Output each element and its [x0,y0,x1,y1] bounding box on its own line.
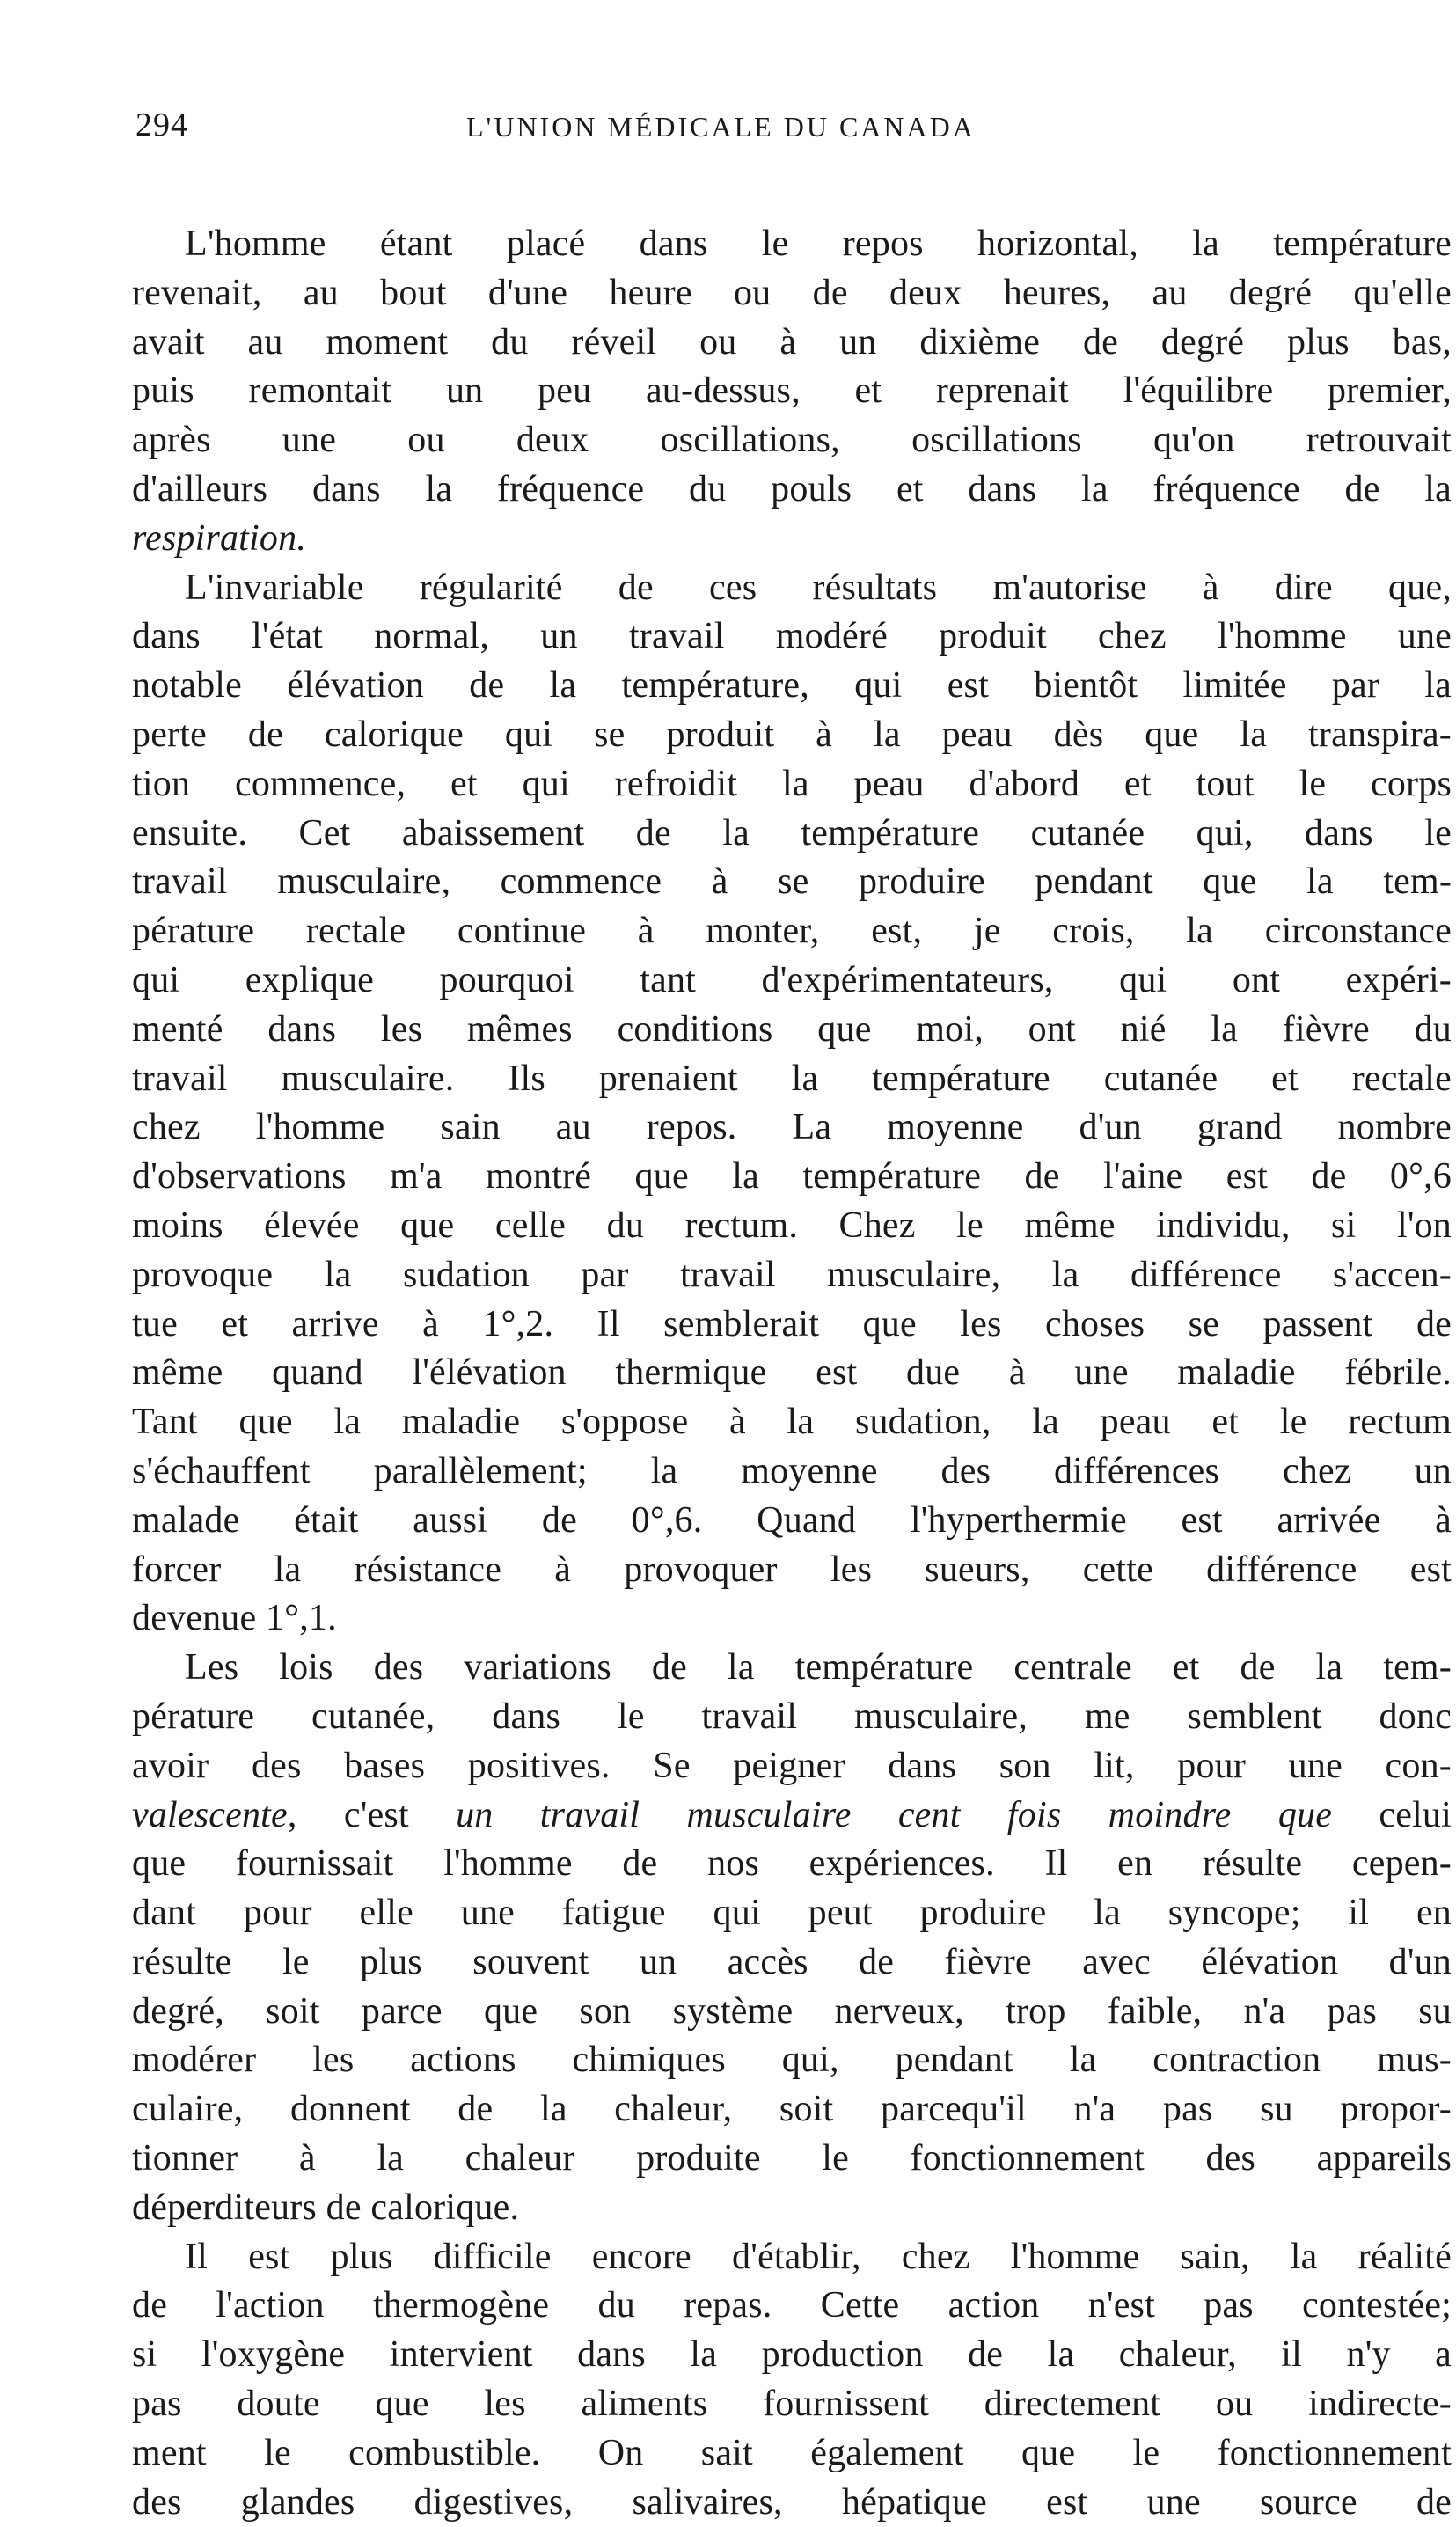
text-line: qui explique pourquoi tant d'expérimentateurs, qui ont expéri- [132,959,1452,1000]
body-text [132,220,1452,2527]
text-line: modérer les actions chimiques qui, pendant la contraction mus- [132,2040,1452,2081]
text-line: des glandes digestives, salivaires, hépatique est une source de [132,2481,1452,2523]
text-line: résulte le plus souvent un accès de fièvre avec élévation d'un [132,1941,1452,1982]
text-line: provoque la sudation par travail musculaire, la différence s'accen- [132,1254,1452,1295]
page-number: 294 [135,106,188,143]
text-line: d'ailleurs dans la fréquence du pouls et dans la fréquence de la [132,468,1452,509]
text-line: devenue 1°,1. [132,1598,337,1639]
text-line: dant pour elle une fatigue qui peut produire la syncope; il en [132,1893,1452,1934]
italic-text: un travail musculaire cent fois moindre que [456,1794,1333,1835]
text-line: malade était aussi de 0°,6. Quand l'hyperthermie est arrivée à [132,1499,1452,1541]
text-line: forcer la résistance à provoquer les sueurs, cette différence est [132,1549,1452,1590]
text-line: ensuite. Cet abaissement de la température cutanée qui, dans le [132,812,1452,853]
document-page [132,106,1452,2527]
text-line: tion commence, et qui refroidit la peau d'abord et tout le corps [132,763,1452,804]
text-line: degré, soit parce que son système nerveux, trop faible, n'a pas su [132,1990,1452,2032]
text-line: perte de calorique qui se produit à la peau dès que la transpira- [132,714,1452,755]
text-line: tue et arrive à 1°,2. Il semblerait que les choses se passent de [132,1303,1452,1344]
paragraph [132,220,1452,564]
journal-title: L'UNION MÉDICALE DU CANADA [466,111,976,143]
text-segment: , c'est [287,1794,457,1835]
text-line: menté dans les mêmes conditions que moi, ont nié la fièvre du [132,1008,1452,1050]
text-line: pas doute que les aliments fournissent directement ou indirecte- [132,2384,1452,2425]
text-line: Tant que la maladie s'oppose à la sudation, la peau et le rectum [132,1402,1452,1443]
text-line: chez l'homme sain au repos. La moyenne d'un grand nombre [132,1107,1452,1148]
text-line: travail musculaire, commence à se produire pendant que la tem- [132,861,1452,903]
text-line: culaire, donnent de la chaleur, soit parcequ'il n'a pas su propor- [132,2089,1452,2130]
text-line: de l'action thermogène du repas. Cette action n'est pas contestée; [132,2285,1452,2326]
text-line: avait au moment du réveil ou à un dixième de degré plus bas, [132,321,1452,363]
text-line: si l'oxygène intervient dans la production de la chaleur, il n'y a [132,2334,1452,2376]
text-line: s'échauffent parallèlement; la moyenne des différences chez un [132,1450,1452,1491]
text-line: que fournissait l'homme de nos expériences. Il en résulte cepen- [132,1843,1452,1885]
text-line: dans l'état normal, un travail modéré produit chez l'homme une [132,616,1452,657]
running-head [132,106,1452,158]
text-line: puis remontait un peu au-dessus, et reprenait l'équilibre premier, [132,370,1452,412]
italic-text: valescente [132,1794,288,1835]
text-line: L'invariable régularité de ces résultats m'autorise à dire que, [185,567,1452,608]
text-line: L'homme étant placé dans le repos horizontal, la température [185,223,1452,264]
text-line: notable élévation de la température, qui est bientôt limitée par la [132,665,1452,707]
text-line: revenait, au bout d'une heure ou de deux heures, au degré qu'elle [132,272,1452,313]
text-line: même quand l'élévation thermique est due à une maladie fébrile. [132,1352,1452,1394]
text-segment: celui [1332,1794,1452,1835]
paragraph [132,2233,1452,2527]
text-line: moins élevée que celle du rectum. Chez le même individu, si l'on [132,1205,1452,1246]
text-line: pérature cutanée, dans le travail musculaire, me semblent donc [132,1696,1452,1737]
paragraph [132,1644,1452,2233]
paragraph [132,564,1452,1644]
text-line: respiration. [132,517,307,559]
text-line: d'observations m'a montré que la température de l'aine est de 0°,6 [132,1156,1452,1198]
text-line: tionner à la chaleur produite le fonctionnement des appareils [132,2138,1452,2179]
text-line: après une ou deux oscillations, oscillations qu'on retrouvait [132,420,1452,461]
text-line: avoir des bases positives. Se peigner dans son lit, pour une con- [132,1745,1452,1786]
text-line: ment le combustible. On sait également que le fonctionnement [132,2432,1452,2473]
text-line [132,1791,1452,1841]
text-line: déperditeurs de calorique. [132,2186,520,2228]
text-line: Il est plus difficile encore d'établir, chez l'homme sain, la réalité [185,2236,1452,2277]
text-line: Les lois des variations de la température centrale et de la tem- [185,1647,1452,1688]
text-line: pérature rectale continue à monter, est, je crois, la circonstance [132,911,1452,952]
text-line: travail musculaire. Ils prenaient la température cutanée et rectale [132,1058,1452,1099]
